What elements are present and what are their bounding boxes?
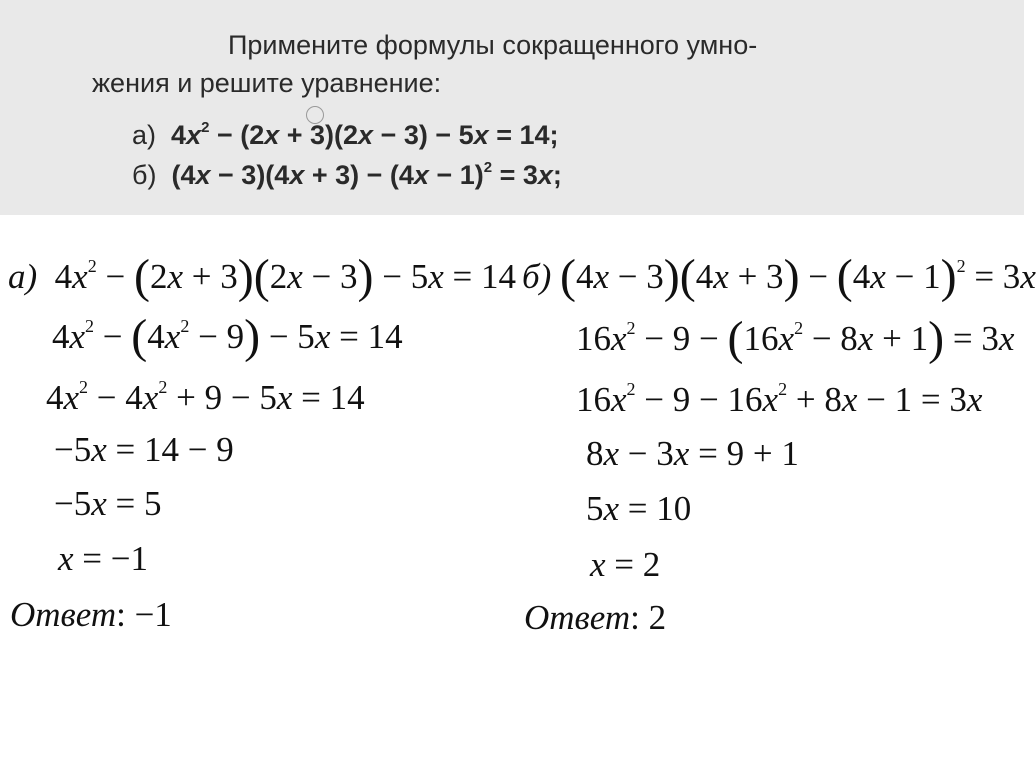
solution-b-line-2: $16x^2 - 9 - (16x^2 - 8x + 1) = 3x$ — [576, 311, 1015, 365]
solution-a-line-4: −5x = 14 − 9 — [54, 430, 234, 469]
solution-a-label: а) — [8, 257, 38, 296]
solution-a-answer-label: Ответ — [10, 595, 117, 634]
task-item-a — [132, 120, 558, 151]
solution-a-answer-value: : −1 — [116, 595, 172, 634]
solution-a-line-3: $4x^2 - 4x^2 + 9 - 5x = 14$ — [46, 376, 365, 417]
task-line-2: жения и решите уравнение: — [92, 68, 442, 98]
task-item-a-equation: $4x^2 - (2x + 3)(2x - 3) - 5x = 14$; — [163, 119, 559, 150]
task-header — [0, 0, 1024, 215]
solution-b-answer-value: : 2 — [630, 598, 667, 637]
task-item-a-label: а) — [132, 120, 157, 150]
solution-a-answer — [10, 595, 172, 635]
solution-a-line-5: −5x = 5 — [54, 484, 162, 523]
solution-a-line-2: $4x^2 - (4x^2 - 9) - 5x = 14$ — [52, 309, 403, 363]
task-item-b-equation: $(4x - 3)(4x + 3) - (4x - 1)^2 = 3x$; — [163, 159, 562, 190]
task-line-1: Примените формулы сокращенного умно- — [228, 30, 758, 60]
cursor-circle-icon — [306, 106, 324, 124]
solution-b-line-6: x = 2 — [590, 545, 661, 584]
solution-b-answer-label: Ответ — [524, 598, 631, 637]
solution-b-label: б) — [522, 257, 552, 296]
task-item-b-label: б) — [132, 160, 157, 190]
solution-b-line-1: б) $(4x - 3)(4x + 3) - (4x - 1)^2 = 3x$ — [522, 249, 1036, 303]
task-item-b — [132, 160, 562, 191]
solution-b-line-4: 8x − 3x = 9 + 1 — [586, 434, 799, 473]
solution-b-line-3: $16x^2 - 9 - 16x^2 + 8x - 1 = 3x$ — [576, 378, 983, 419]
solution-b-line-5: 5x = 10 — [586, 489, 692, 528]
solution-a-line-1: а) $4x^2 - (2x + 3)(2x - 3) - 5x = 14$ — [8, 249, 517, 303]
solution-a-line-6: x = −1 — [58, 539, 149, 578]
solution-b-answer — [524, 598, 666, 638]
